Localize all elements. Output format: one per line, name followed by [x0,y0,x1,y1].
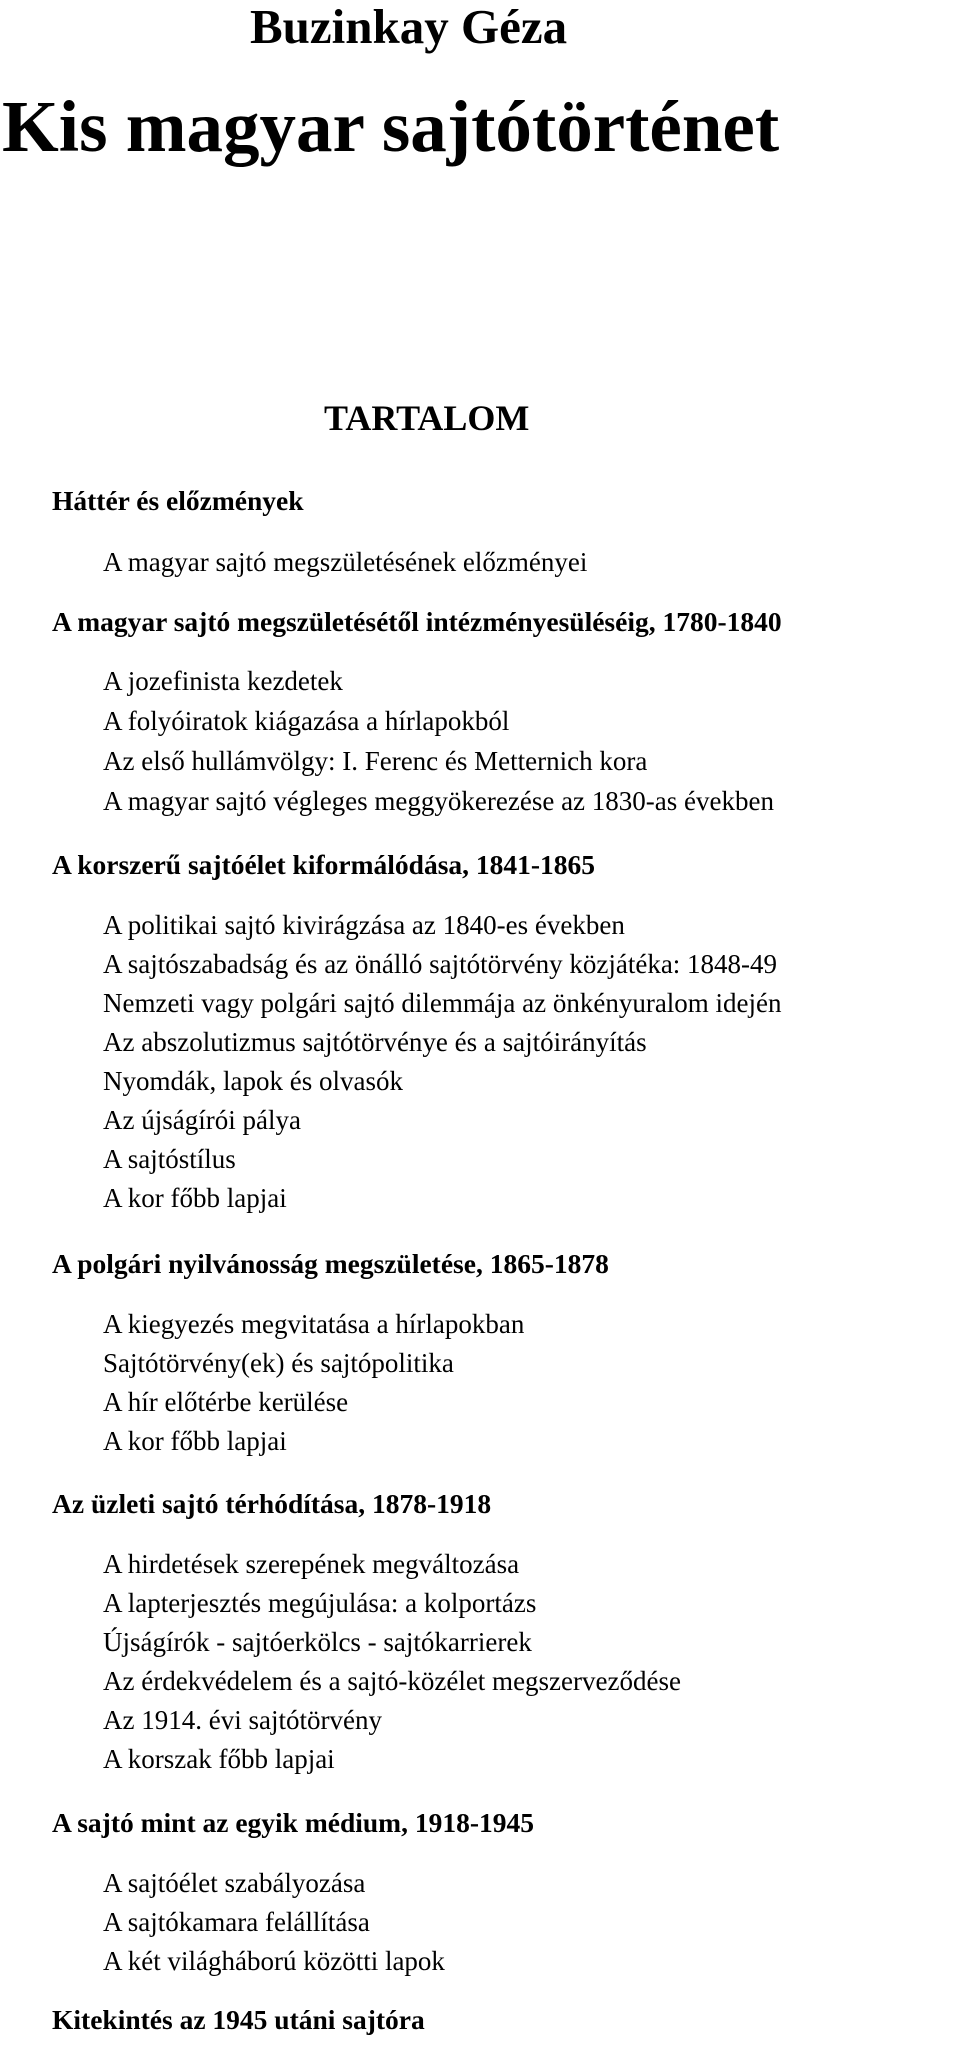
toc-entry[interactable]: A sajtókamara felállítása [103,1907,370,1937]
toc-entry[interactable]: Sajtótörvény(ek) és sajtópolitika [103,1348,454,1378]
toc-entry[interactable]: Az abszolutizmus sajtótörvénye és a sajtóirányítás [103,1027,647,1057]
author-name: Buzinkay Géza [250,0,568,54]
toc-entry[interactable]: A két világháború közötti lapok [103,1946,445,1976]
toc-entry[interactable]: Az 1914. évi sajtótörvény [103,1705,382,1735]
toc-entry[interactable]: A jozefinista kezdetek [103,666,343,696]
toc-entry[interactable]: A magyar sajtó végleges meggyökerezése az 1830-as években [103,786,774,816]
toc-entry[interactable]: A kor főbb lapjai [103,1183,287,1213]
book-title: Kis magyar sajtótörténet [2,86,780,167]
toc-entry[interactable]: A folyóiratok kiágazása a hírlapokból [103,706,510,736]
toc-heading: TARTALOM [324,398,530,438]
toc-entry[interactable]: Az érdekvédelem és a sajtó-közélet megszerveződése [103,1666,681,1696]
toc-entry[interactable]: Nyomdák, lapok és olvasók [103,1066,403,1096]
section-title[interactable]: Kitekintés az 1945 utáni sajtóra [52,2004,425,2035]
toc-entry[interactable]: A kiegyezés megvitatása a hírlapokban [103,1309,525,1339]
toc-entry[interactable]: A hír előtérbe kerülése [103,1387,349,1417]
toc-entry[interactable]: A korszak főbb lapjai [103,1744,335,1774]
section-title[interactable]: Az üzleti sajtó térhódítása, 1878-1918 [52,1488,492,1519]
toc-entry[interactable]: Az újságírói pálya [103,1105,301,1135]
section-title[interactable]: Háttér és előzmények [52,485,304,516]
toc-entry[interactable]: Nemzeti vagy polgári sajtó dilemmája az önkényuralom idején [103,988,782,1018]
section-title[interactable]: A polgári nyilvánosság megszületése, 1865-1878 [52,1248,609,1279]
section-title[interactable]: A sajtó mint az egyik médium, 1918-1945 [52,1807,534,1838]
toc-entry[interactable]: A kor főbb lapjai [103,1426,287,1456]
section-title[interactable]: A korszerű sajtóélet kiformálódása, 1841-1865 [52,849,596,880]
toc-entry[interactable]: A sajtóstílus [103,1144,236,1174]
toc-entry[interactable]: A sajtóélet szabályozása [103,1868,366,1898]
section-title[interactable]: A magyar sajtó megszületésétől intézményesüléséig, 1780-1840 [52,606,782,637]
toc-entry[interactable]: A hirdetések szerepének megváltozása [103,1549,520,1579]
toc-entry[interactable]: A lapterjesztés megújulása: a kolportázs [103,1588,537,1618]
toc-entry[interactable]: Az első hullámvölgy: I. Ferenc és Metternich kora [103,746,648,776]
toc-entry[interactable]: Újságírók - sajtóerkölcs - sajtókarrierek [103,1627,532,1657]
toc-entry[interactable]: A sajtószabadság és az önálló sajtótörvény közjátéka: 1848-49 [103,949,778,979]
toc-entry[interactable]: A politikai sajtó kivirágzása az 1840-es években [103,910,625,940]
toc-entry[interactable]: A magyar sajtó megszületésének előzményei [103,547,588,577]
